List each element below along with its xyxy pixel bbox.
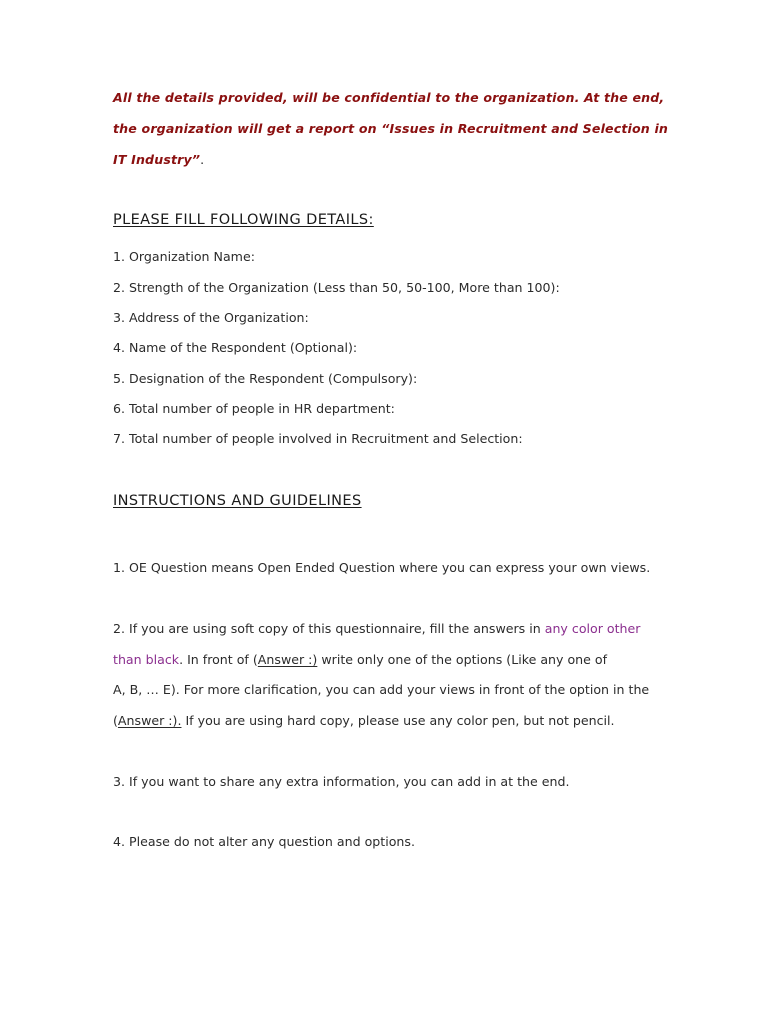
answer-marker: Answer :). — [117, 713, 182, 728]
detail-item-strength: 2. Strength of the Organization (Less than 50, 50-100, More than 100): — [113, 280, 560, 295]
intro-text: the organization will get a report on “Issues in Recruitment and Selection in — [113, 121, 669, 136]
intro-text: All the details provided, will be confidential to the organization. At the end, — [113, 90, 665, 105]
instruction-item-2-line-3 — [113, 682, 649, 698]
instruction-item-3: 3. If you want to share any extra information, you can add in at the end. — [113, 774, 570, 789]
detail-item-hr-count: 6. Total number of people in HR department: — [113, 401, 395, 416]
instruction-item-4: 4. Please do not alter any question and options. — [113, 834, 415, 849]
instruction-text: 2. If you are using soft copy of this questionnaire, fill the answers in — [113, 621, 545, 636]
intro-line-3 — [113, 152, 204, 168]
instruction-item-2-line-4 — [113, 713, 615, 729]
detail-item-recruitment-count: 7. Total number of people involved in Recruitment and Selection: — [113, 431, 523, 446]
instruction-text: If you are using hard copy, please use any color pen, but not pencil. — [181, 713, 615, 728]
details-heading: PLEASE FILL FOLLOWING DETAILS: — [113, 212, 374, 228]
color-highlight-text: any color other — [544, 621, 641, 636]
instruction-text: . In front of ( — [179, 652, 258, 667]
intro-line-2 — [113, 121, 668, 137]
detail-item-address: 3. Address of the Organization: — [113, 310, 309, 325]
instruction-text: write only one of the options (Like any one of — [317, 652, 608, 667]
detail-item-organization-name: 1. Organization Name: — [113, 249, 255, 264]
intro-line-1 — [113, 90, 664, 106]
instruction-text: ( — [113, 713, 118, 728]
instruction-item-1: 1. OE Question means Open Ended Question where you can express your own views. — [113, 560, 651, 575]
detail-item-respondent-name: 4. Name of the Respondent (Optional): — [113, 340, 358, 355]
instructions-heading: INSTRUCTIONS AND GUIDELINES — [113, 493, 362, 509]
answer-marker: Answer :) — [257, 652, 318, 667]
intro-report-title: IT Industry” — [113, 152, 201, 167]
instruction-item-2-line-2 — [113, 652, 607, 668]
intro-period: . — [200, 152, 205, 167]
detail-item-designation: 5. Designation of the Respondent (Compulsory): — [113, 371, 418, 386]
instruction-text: A, B, … E). For more clarification, you can add your views in front of the option in the — [113, 682, 650, 697]
color-highlight-text: than black — [113, 652, 180, 667]
instruction-item-2-line-1 — [113, 621, 640, 637]
